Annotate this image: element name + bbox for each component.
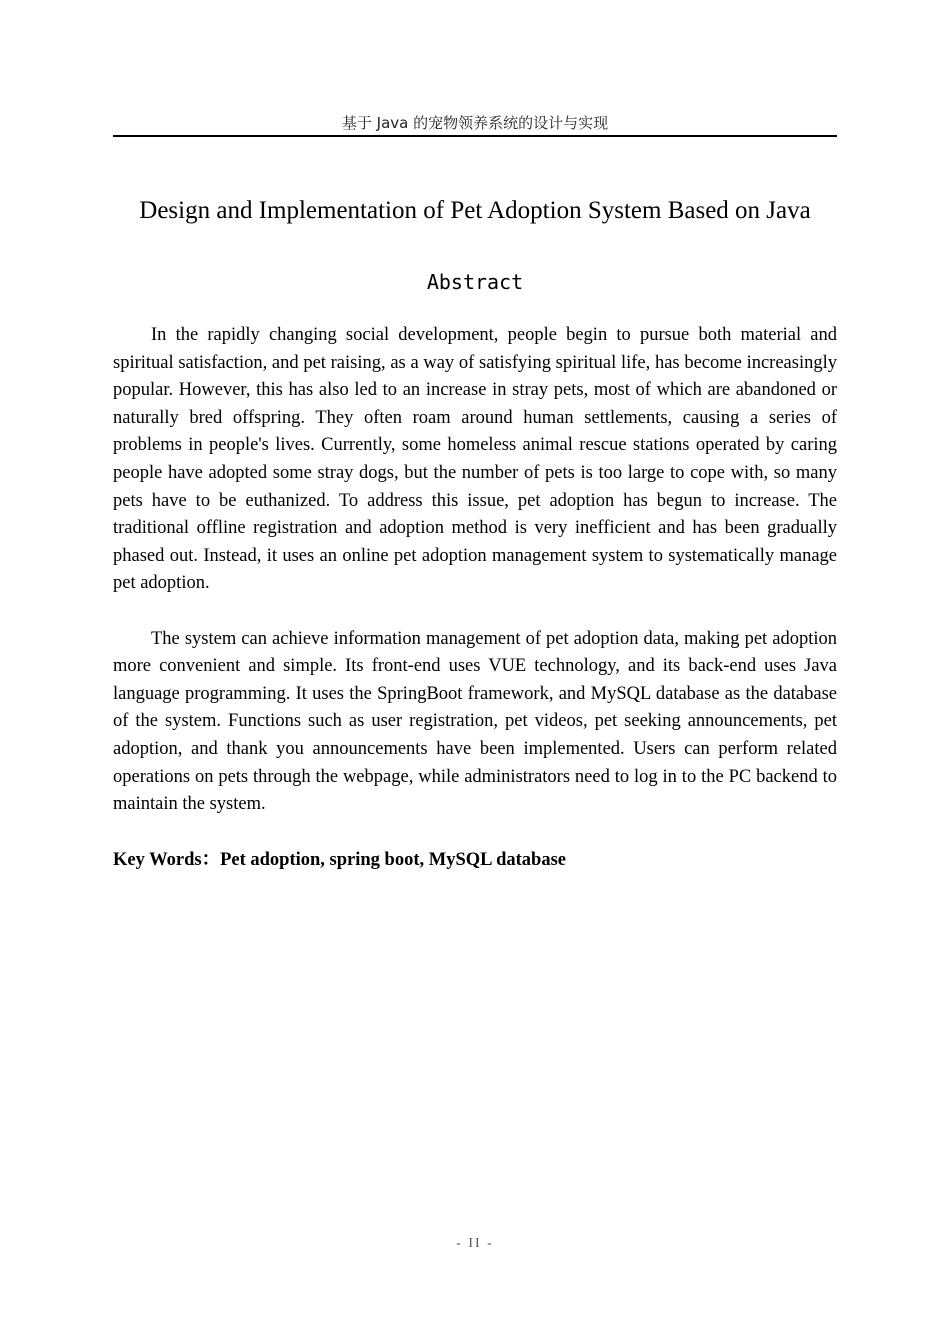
abstract-paragraph-2: The system can achieve information management of pet adoption data, making pet adoption more convenient and simple. Its front-end uses VUE technology, and its back-end uses Java language programming. It uses the SpringBoot framework, and MySQL database as the database of the system. Functions such as user registration, pet videos, pet seeking announcements, pet adoption, and thank you announcements have been implemented. Users can perform related operations on pets through the webpage, while administrators need to log in to the PC backend to maintain the system.: [113, 628, 837, 815]
keywords-line: [113, 847, 837, 874]
keywords-value: Pet adoption, spring boot, MySQL database: [220, 850, 566, 870]
keywords-label: Key Words：: [113, 850, 221, 870]
abstract-heading: Abstract: [426, 270, 524, 294]
running-header: 基于 Java 的宠物领养系统的设计与实现: [341, 114, 609, 132]
document-title: Design and Implementation of Pet Adoption System Based on Java: [139, 197, 811, 224]
page-number: - II -: [456, 1236, 494, 1251]
abstract-body: [113, 322, 837, 846]
header-divider: [113, 135, 837, 137]
abstract-paragraph-1: In the rapidly changing social development, people begin to pursue both material and spiritual satisfaction, and pet raising, as a way of satisfying spiritual life, has become increasingly popular. However, this has also led to an increase in stray pets, most of which are abandoned or naturally bred offspring. They often roam around human settlements, causing a series of problems in people's lives. Currently, some homeless animal rescue stations operated by caring people have adopted some stray dogs, but the number of pets is too large to cope with, so many pets have to be euthanized. To address this issue, pet adoption has begun to increase. The traditional offline registration and adoption method is very inefficient and has been gradually phased out. Instead, it uses an online pet adoption management system to systematically manage pet adoption.: [113, 325, 837, 594]
